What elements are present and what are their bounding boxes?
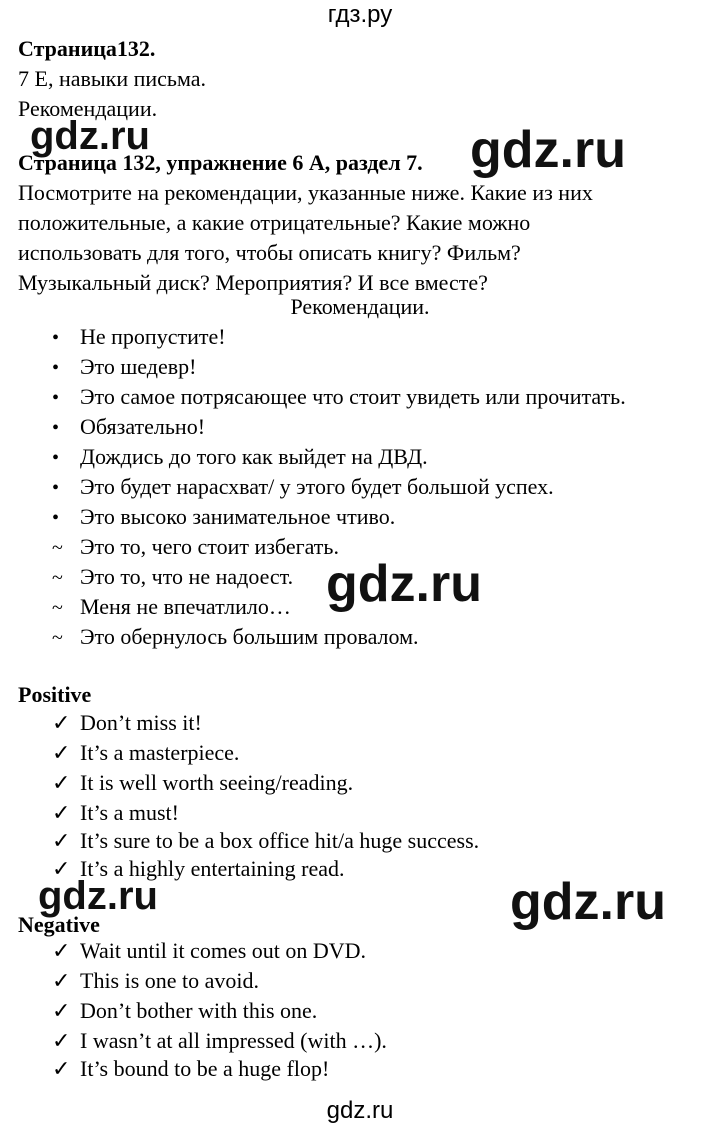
negative-heading: Negative — [18, 912, 100, 937]
check-icon: ✓ — [52, 740, 71, 765]
list-item-text: Меня не впечатлило… — [80, 594, 291, 619]
bullet-marker: • — [52, 417, 60, 439]
watermark: gdz.ru — [326, 555, 482, 613]
site-footer-label: gdz.ru — [326, 1097, 394, 1124]
list-item — [52, 826, 479, 856]
list-item-text: It is well worth seeing/reading. — [80, 770, 354, 795]
site-header-label: гдз.ру — [327, 1, 393, 28]
instruction-line: использовать для того, чтобы описать книгу? Фильм? — [18, 240, 521, 265]
list-item-text: Это шедевр! — [80, 354, 197, 379]
recommendations-heading: Рекомендации. — [290, 294, 430, 319]
list-item-text: It’s a must! — [80, 800, 179, 825]
list-item-text: Не пропустите! — [80, 324, 226, 349]
list-item-text: I wasn’t at all impressed (with …). — [80, 1028, 387, 1053]
check-icon: ✓ — [52, 1028, 71, 1053]
list-item-text: It’s sure to be a box office hit/a huge success. — [80, 828, 480, 853]
bullet-marker: • — [52, 507, 60, 529]
list-item-text: Обязательно! — [80, 414, 206, 439]
watermark: gdz.ru — [30, 114, 150, 158]
check-icon: ✓ — [52, 1056, 71, 1081]
list-item — [52, 996, 317, 1026]
tilde-marker: ~ — [52, 567, 63, 589]
list-item-text: Это будет нарасхват/ у этого будет большой успех. — [80, 474, 554, 499]
tilde-marker: ~ — [52, 627, 63, 649]
list-item — [52, 708, 202, 738]
list-item-text: It’s bound to be a huge flop! — [80, 1056, 330, 1081]
instruction-line: Музыкальный диск? Мероприятия? И все вместе? — [18, 270, 488, 295]
check-icon: ✓ — [52, 968, 71, 993]
list-item-text: Это высоко занимательное чтиво. — [80, 504, 396, 529]
list-item-text: Это то, что не надоест. — [80, 564, 294, 589]
bullet-marker: • — [52, 387, 60, 409]
check-icon: ✓ — [52, 710, 71, 735]
list-item — [52, 322, 226, 353]
bullet-marker: • — [52, 477, 60, 499]
page-number-heading: Страница132. — [18, 36, 156, 61]
list-item — [52, 502, 395, 533]
tilde-marker: ~ — [52, 597, 63, 619]
instruction-line: положительные, а какие отрицательные? Какие можно — [18, 210, 531, 235]
list-item — [52, 442, 428, 473]
list-item — [52, 798, 179, 828]
list-item — [52, 738, 239, 768]
list-item-text: Это обернулось большим провалом. — [80, 624, 419, 649]
list-item — [52, 472, 554, 503]
check-icon: ✓ — [52, 770, 71, 795]
list-item — [52, 966, 259, 996]
list-item-text: Дождись до того как выйдет на ДВД. — [80, 444, 428, 469]
instruction-line: Посмотрите на рекомендации, указанные ниже. Какие из них — [18, 180, 593, 205]
list-item-text: Это то, чего стоит избегать. — [80, 534, 339, 559]
watermark: gdz.ru — [510, 873, 666, 931]
list-item — [52, 562, 293, 593]
list-item — [52, 1026, 387, 1056]
check-icon: ✓ — [52, 938, 71, 963]
list-item-text: Это самое потрясающее что стоит увидеть или прочитать. — [80, 384, 626, 409]
list-item — [52, 412, 205, 443]
list-item — [52, 1054, 329, 1084]
check-icon: ✓ — [52, 856, 71, 881]
bullet-marker: • — [52, 327, 60, 349]
list-item-text: Don’t miss it! — [80, 710, 202, 735]
topic-label: Рекомендации. — [18, 96, 158, 121]
bullet-marker: • — [52, 447, 60, 469]
list-item — [52, 382, 626, 413]
list-item — [52, 622, 419, 653]
check-icon: ✓ — [52, 828, 71, 853]
list-item — [52, 352, 196, 383]
list-item — [52, 936, 366, 966]
watermark: gdz.ru — [38, 874, 158, 918]
list-item-text: This is one to avoid. — [80, 968, 260, 993]
check-icon: ✓ — [52, 998, 71, 1023]
list-item-text: Wait until it comes out on DVD. — [80, 938, 367, 963]
list-item — [52, 532, 339, 563]
check-icon: ✓ — [52, 800, 71, 825]
list-item — [52, 592, 291, 623]
bullet-marker: • — [52, 357, 60, 379]
list-item — [52, 768, 353, 798]
exercise-title: Страница 132, упражнение 6 А, раздел 7. — [18, 150, 423, 175]
section-label: 7 Е, навыки письма. — [18, 66, 206, 91]
watermark: gdz.ru — [470, 121, 626, 179]
list-item-text: Don’t bother with this one. — [80, 998, 318, 1023]
list-item-text: It’s a highly entertaining read. — [80, 856, 345, 881]
list-item-text: It’s a masterpiece. — [80, 740, 240, 765]
positive-heading: Positive — [18, 682, 92, 707]
tilde-marker: ~ — [52, 537, 63, 559]
